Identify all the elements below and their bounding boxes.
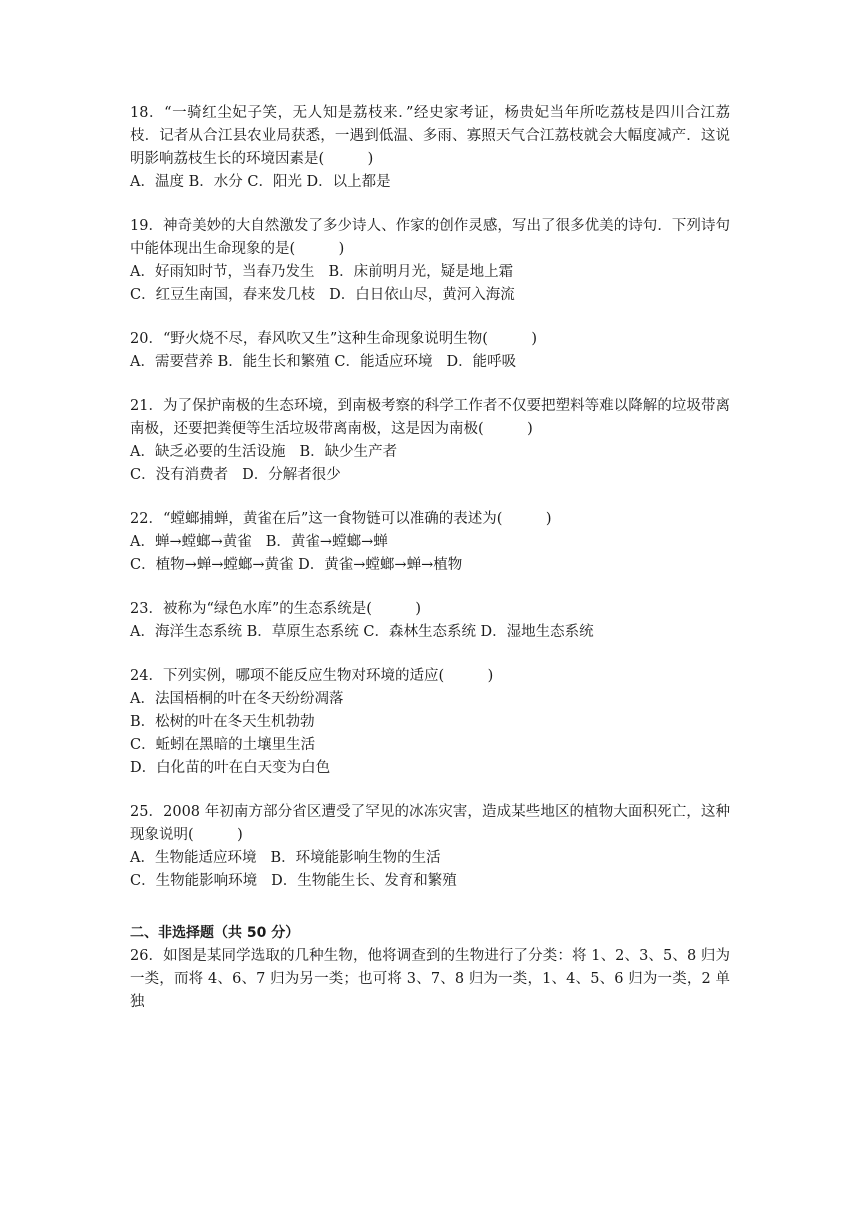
question-stem: 24．下列实例，哪项不能反应生物对环境的适应( ) (130, 668, 494, 684)
option-line (130, 261, 730, 284)
answer-option: A．法国梧桐的叶在冬天纷纷凋落 (130, 691, 344, 707)
answer-option: B．黄雀→螳螂→蝉 (265, 534, 388, 550)
section-heading: 二、非选择题（共 50 分） (130, 925, 300, 941)
answer-option: C．蚯蚓在黑暗的土壤里生活 (130, 737, 316, 753)
question-block (130, 395, 730, 487)
answer-option: D．白日依山尽，黄河入海流 (329, 287, 515, 303)
option-line (130, 688, 730, 711)
question-block (130, 215, 730, 307)
answer-option: B．环境能影响生物的生活 (270, 850, 441, 866)
answer-option: A．缺乏必要的生活设施 (130, 444, 286, 460)
question-stem-26: 26．如图是某同学选取的几种生物，他将调查到的生物进行了分类：将 1、2、3、5、8 归为一类，而将 4、6、7 归为另一类；也可将 3、7、8 归为一类，1、4、5、6 归为一类，2 单独 (130, 948, 730, 1010)
option-line (130, 847, 730, 870)
option-line (130, 870, 730, 893)
option-line (130, 284, 730, 307)
answer-option: B．床前明月光，疑是地上霜 (328, 264, 514, 280)
answer-option: A．海洋生态系统 B．草原生态系统 C．森林生态系统 D．湿地生态系统 (130, 624, 594, 640)
answer-option: C．植物→蝉→螳螂→黄雀 D．黄雀→螳螂→蝉→植物 (130, 557, 463, 573)
question-stem: 25．2008 年初南方部分省区遭受了罕见的冰冻灾害，造成某些地区的植物大面积死亡，这种现象说明( ) (130, 804, 730, 843)
question-list (130, 102, 730, 893)
answer-option: D．能呼吸 (446, 354, 517, 370)
option-line (130, 554, 730, 577)
answer-option: D．白化苗的叶在白天变为白色 (130, 760, 331, 776)
question-stem: 21．为了保护南极的生态环境，到南极考察的科学工作者不仅要把塑料等难以降解的垃圾带离南极，还要把粪便等生活垃圾带离南极，这是因为南极( ) (130, 398, 730, 437)
question-stem: 18．“一骑红尘妃子笑，无人知是荔枝来．”经史家考证，杨贵妃当年所吃荔枝是四川合江荔枝．记者从合江县农业局获悉，一遇到低温、多雨、寡照天气合江荔枝就会大幅度减产．这说明影响荔枝生长的环境因素是( ) (130, 105, 730, 167)
question-stem: 22．“螳螂捕蝉，黄雀在后”这一食物链可以准确的表述为( ) (130, 511, 552, 527)
answer-option: B．缺少生产者 (299, 444, 398, 460)
question-stem: 19．神奇美妙的大自然激发了多少诗人、作家的创作灵感，写出了很多优美的诗句．下列诗句中能体现出生命现象的是( ) (130, 218, 730, 257)
answer-option: A．蝉→螳螂→黄雀 (130, 534, 252, 550)
option-line (130, 734, 730, 757)
answer-option: C．没有消费者 (130, 467, 229, 483)
answer-option: C．生物能影响环境 (130, 873, 258, 889)
question-block (130, 665, 730, 780)
answer-option: A．生物能适应环境 (130, 850, 257, 866)
option-line (130, 711, 730, 734)
option-line (130, 757, 730, 780)
answer-option: C．红豆生南国，春来发几枝 (130, 287, 316, 303)
question-block (130, 508, 730, 577)
question-block (130, 102, 730, 194)
question-block (130, 328, 730, 374)
option-line (130, 441, 730, 464)
answer-option: B．松树的叶在冬天生机勃勃 (130, 714, 315, 730)
question-stem: 20．“野火烧不尽，春风吹又生”这种生命现象说明生物( ) (130, 331, 538, 347)
option-line (130, 464, 730, 487)
option-line (130, 531, 730, 554)
question-block (130, 801, 730, 893)
option-line (130, 621, 730, 644)
answer-option: A．需要营养 B．能生长和繁殖 C．能适应环境 (130, 354, 433, 370)
answer-option: D．生物能生长、发育和繁殖 (271, 873, 457, 889)
question-block (130, 598, 730, 644)
question-stem: 23．被称为“绿色水库”的生态系统是( ) (130, 601, 422, 617)
answer-option: A．好雨知时节，当春乃发生 (130, 264, 315, 280)
option-line (130, 171, 730, 194)
option-line (130, 351, 730, 374)
page-content (130, 102, 730, 1014)
answer-option: A．温度 B．水分 C．阳光 D．以上都是 (130, 174, 391, 190)
answer-option: D．分解者很少 (242, 467, 341, 483)
